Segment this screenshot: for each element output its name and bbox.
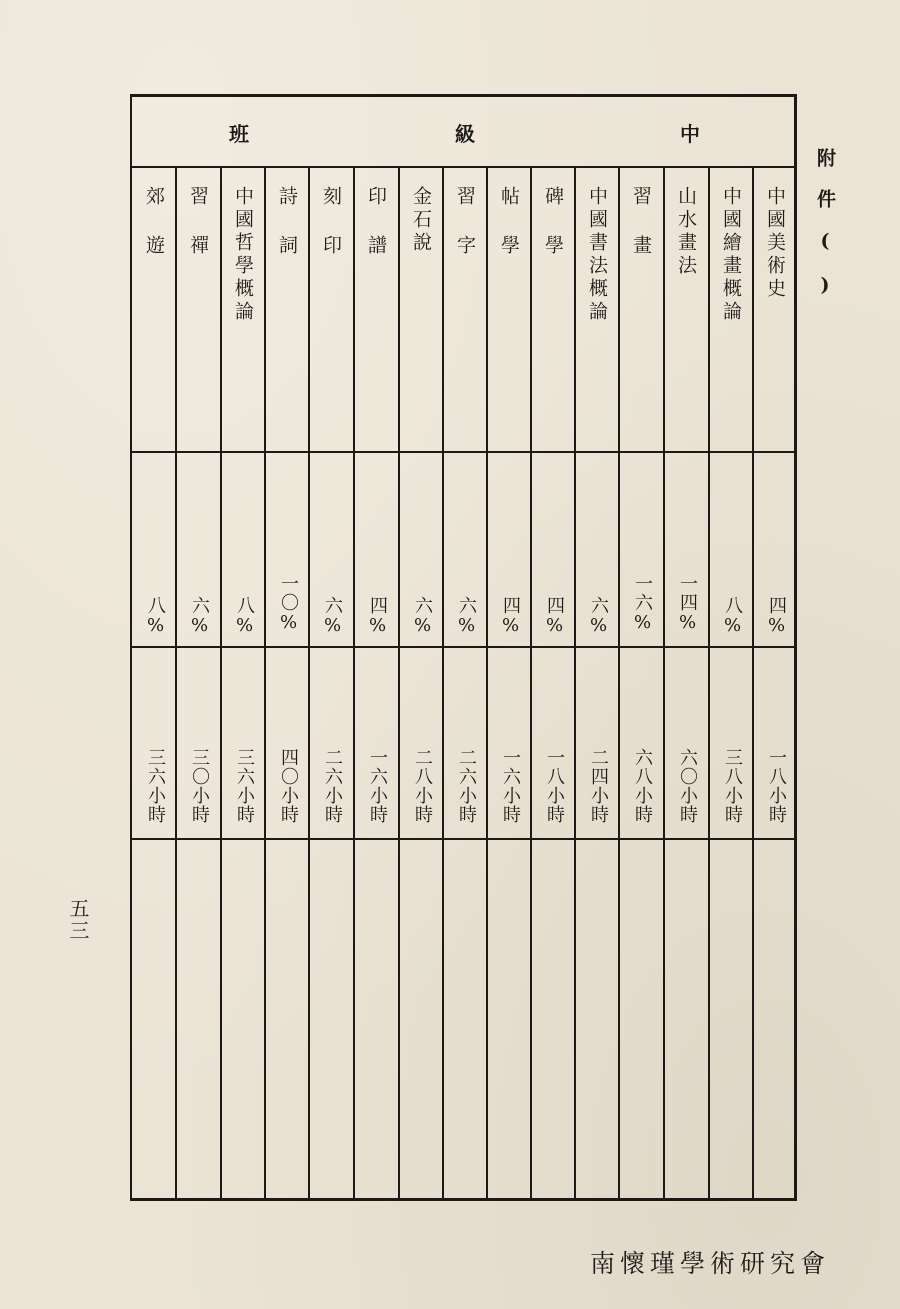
percent-divider bbox=[130, 646, 797, 648]
hours-cell: 三〇小時 bbox=[189, 748, 210, 824]
subject-cell: 帖 學 bbox=[498, 186, 520, 258]
percent-cell: 四% bbox=[766, 596, 787, 637]
column-separator bbox=[308, 166, 310, 1201]
column-separator bbox=[530, 166, 532, 1201]
header-divider bbox=[130, 166, 797, 168]
hours-cell: 一八小時 bbox=[544, 748, 565, 824]
hours-cell: 六〇小時 bbox=[677, 748, 698, 824]
percent-cell: 八% bbox=[722, 596, 743, 637]
hours-cell: 二八小時 bbox=[412, 748, 433, 824]
subject-cell: 郊 遊 bbox=[143, 186, 165, 258]
subject-cell: 中國繪畫概論 bbox=[720, 186, 742, 324]
appendix-label: 附件() bbox=[814, 148, 836, 318]
percent-cell: 六% bbox=[456, 596, 477, 637]
percent-cell: 一四% bbox=[677, 574, 698, 634]
subject-cell: 詩 詞 bbox=[276, 186, 298, 258]
percent-cell: 一六% bbox=[632, 574, 653, 634]
percent-cell: 六% bbox=[412, 596, 433, 637]
hours-cell: 一六小時 bbox=[367, 748, 388, 824]
hours-cell: 六八小時 bbox=[632, 748, 653, 824]
hours-cell: 二六小時 bbox=[322, 748, 343, 824]
percent-cell: 六% bbox=[322, 596, 343, 637]
subject-cell: 金石說 bbox=[410, 186, 432, 255]
column-separator bbox=[486, 166, 488, 1201]
subject-cell: 習 禪 bbox=[187, 186, 209, 258]
column-separator bbox=[220, 166, 222, 1201]
hours-cell: 二六小時 bbox=[456, 748, 477, 824]
hours-cell: 二四小時 bbox=[588, 748, 609, 824]
column-separator bbox=[442, 166, 444, 1201]
hours-divider bbox=[130, 838, 797, 840]
hours-cell: 三八小時 bbox=[722, 748, 743, 824]
subject-cell: 山水畫法 bbox=[675, 186, 697, 278]
column-separator bbox=[353, 166, 355, 1201]
percent-cell: 一〇% bbox=[278, 574, 299, 634]
column-separator bbox=[663, 166, 665, 1201]
page-number: 五三 bbox=[66, 898, 90, 942]
hours-cell: 三六小時 bbox=[145, 748, 166, 824]
hours-cell: 一六小時 bbox=[500, 748, 521, 824]
percent-cell: 四% bbox=[544, 596, 565, 637]
column-separator bbox=[618, 166, 620, 1201]
subject-cell: 碑 學 bbox=[542, 186, 564, 258]
header-char-zhong: 中 bbox=[680, 122, 700, 146]
column-separator bbox=[398, 166, 400, 1201]
percent-cell: 四% bbox=[500, 596, 521, 637]
subject-cell: 習 畫 bbox=[630, 186, 652, 258]
publisher-name: 南懷瑾學術研究會 bbox=[590, 1249, 831, 1278]
subject-cell: 刻 印 bbox=[320, 186, 342, 258]
column-separator bbox=[175, 166, 177, 1201]
column-separator bbox=[752, 166, 754, 1201]
subject-cell: 印 譜 bbox=[365, 186, 387, 258]
subject-cell: 習 字 bbox=[454, 186, 476, 258]
percent-cell: 六% bbox=[588, 596, 609, 637]
column-separator bbox=[708, 166, 710, 1201]
hours-cell: 四〇小時 bbox=[278, 748, 299, 824]
hours-cell: 三六小時 bbox=[234, 748, 255, 824]
subject-cell: 中國美術史 bbox=[764, 186, 786, 301]
subject-divider bbox=[130, 451, 797, 453]
header-char-ji: 級 bbox=[455, 122, 475, 146]
percent-cell: 八% bbox=[234, 596, 255, 637]
subject-cell: 中國書法概論 bbox=[586, 186, 608, 324]
subject-cell: 中國哲學概論 bbox=[232, 186, 254, 324]
column-separator bbox=[574, 166, 576, 1201]
column-separator bbox=[264, 166, 266, 1201]
header-char-ban: 班 bbox=[229, 122, 249, 146]
percent-cell: 六% bbox=[189, 596, 210, 637]
percent-cell: 八% bbox=[145, 596, 166, 637]
hours-cell: 一八小時 bbox=[766, 748, 787, 824]
percent-cell: 四% bbox=[367, 596, 388, 637]
